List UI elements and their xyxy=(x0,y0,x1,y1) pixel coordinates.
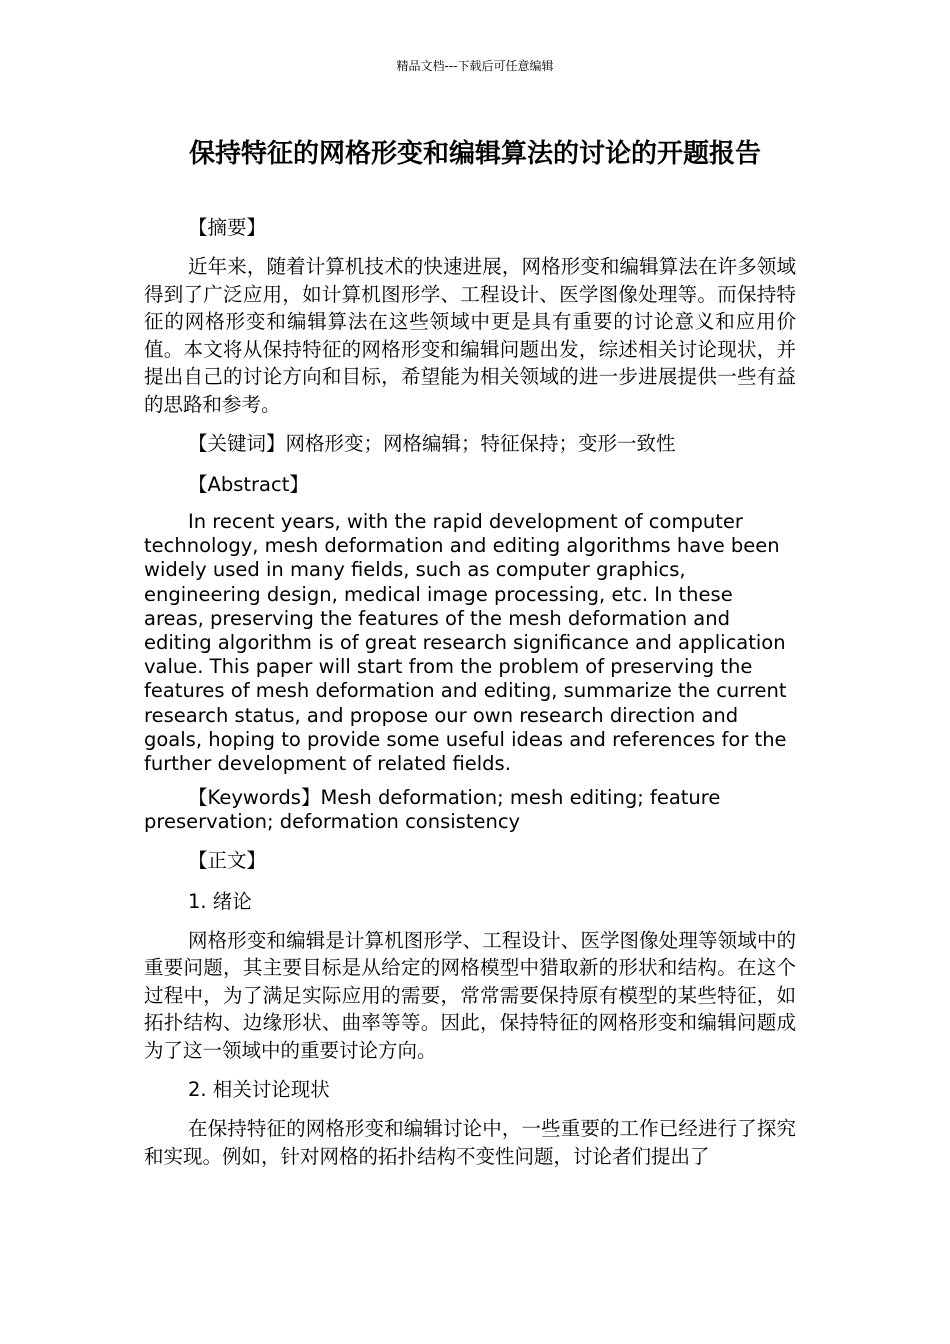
document-body xyxy=(144,212,796,1180)
abstract-en-heading: 【Abstract】 xyxy=(188,473,309,496)
section-2-title: 2. 相关讨论现状 xyxy=(188,1078,330,1102)
abstract-cn-heading: 【摘要】 xyxy=(188,216,267,239)
section-2-body: 在保持特征的网格形变和编辑讨论中，一些重要的工作已经进行了探究和实现。例如，针对网格的拓扑结构不变性问题，讨论者们提出了 xyxy=(144,1117,796,1168)
page-header: 精品文档---下载后可任意编辑 xyxy=(396,59,554,73)
main-text-heading: 【正文】 xyxy=(188,848,267,872)
section-1-body: 网格形变和编辑是计算机图形学、工程设计、医学图像处理等领域中的重要问题，其主要目标是从给定的网格模型中猎取新的形状和结构。在这个过程中，为了满足实际应用的需要，常常需要保持原有模型的某些特征，如拓扑结构、边缘形状、曲率等等。因此，保持特征的网格形变和编辑问题成为了这一领域中的重要讨论方向。 xyxy=(144,928,796,1062)
keywords-en: 【Keywords】Mesh deformation; mesh editing; feature preservation; deformation consistency xyxy=(144,786,721,834)
keywords-cn: 【关键词】网格形变；网格编辑；特征保持；变形一致性 xyxy=(188,432,676,455)
abstract-en-body: In recent years, with the rapid development of computer technology, mesh deformation and editing algorithms have been widely used in many fields, such as computer graphics, engineering design, medical image processing, etc. In these areas, preserving the features of the mesh deformation and editing algorithm is of great research significance and application value. This paper will start from the problem of preserving the features of mesh deformation and editing, summarize the current research status, and propose our own research direction and goals, hoping to provide some useful ideas and references for the further development of related fields. xyxy=(144,510,787,776)
document-title: 保持特征的网格形变和编辑算法的讨论的开题报告 xyxy=(188,139,761,169)
section-1-title: 1. 绪论 xyxy=(188,889,252,913)
abstract-cn-body: 近年来，随着计算机技术的快速进展，网格形变和编辑算法在许多领域得到了广泛应用，如计算机图形学、工程设计、医学图像处理等。而保持特征的网格形变和编辑算法在这些领域中更是具有重要的讨论意义和应用价值。本文将从保持特征的网格形变和编辑问题出发，综述相关讨论现状，并提出自己的讨论方向和目标，希望能为相关领域的进一步进展提供一些有益的思路和参考。 xyxy=(144,255,796,416)
